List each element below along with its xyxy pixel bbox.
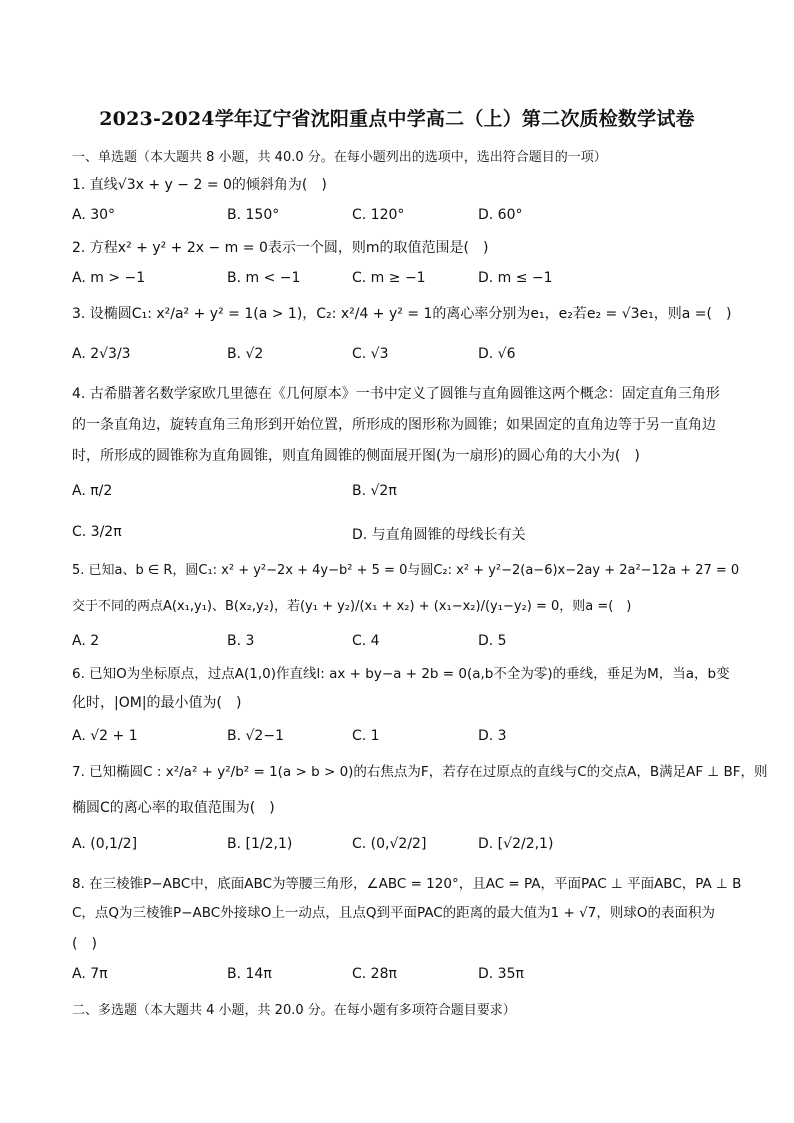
option-b: B. √2π [352,483,397,499]
question-7-stem-line-2: 椭圆C的离心率的取值范围为( ) [72,800,275,816]
question-4-options-row-1 [72,483,724,507]
option-b: B. 3 [227,633,255,649]
option-c: C. 4 [352,633,380,649]
option-c: C. √3 [352,346,389,362]
option-a: A. 7π [72,966,108,982]
question-5-options [72,633,724,657]
option-c: C. 120° [352,207,405,223]
question-5-stem-line-1: 5. 已知a、b ∈ R，圆C₁: x² + y²−2x + 4y−b² + 5 = 0与圆C₂: x² + y²−2(a−6)x−2ay + 2a²−12a + 27 = 0 [72,563,740,578]
option-b: B. [1/2,1) [227,836,293,852]
option-a: A. m > −1 [72,270,146,286]
question-1-options [72,207,724,231]
option-c: C. (0,√2/2] [352,836,427,852]
option-b: B. m < −1 [227,270,301,286]
option-a: A. 2 [72,633,100,649]
option-c: C. 28π [352,966,397,982]
option-d: D. [√2/2,1) [478,836,554,852]
question-7-stem-line-1: 7. 已知椭圆C : x²/a² + y²/b² = 1(a > b > 0)的右焦点为F，若存在过原点的直线与C的交点A，B满足AF ⊥ BF，则 [72,764,768,780]
question-2-options [72,270,724,294]
question-7-options [72,836,724,860]
exam-title: 2023-2024学年辽宁省沈阳重点中学高二（上）第二次质检数学试卷 [99,108,695,130]
section-single-choice-heading: 一、单选题（本大题共 8 小题，共 40.0 分。在每小题列出的选项中，选出符合题目的一项） [72,150,607,165]
question-4-stem-line-3: 时，所形成的圆锥称为直角圆锥，则直角圆锥的侧面展开图(为一扇形)的圆心角的大小为( ) [72,448,640,464]
question-8-stem-line-1: 8. 在三棱锥P−ABC中，底面ABC为等腰三角形，∠ABC = 120°，且AC = PA，平面PAC ⊥ 平面ABC，PA ⊥ B [72,876,742,892]
option-b: B. 150° [227,207,280,223]
option-b: B. √2−1 [227,728,284,744]
question-5-stem-line-2: 交于不同的两点A(x₁,y₁)、B(x₂,y₂)，若(y₁ + y₂)/(x₁ + x₂) + (x₁−x₂)/(y₁−y₂) = 0，则a =( ) [72,599,632,614]
option-a: A. 2√3/3 [72,346,131,362]
option-d: D. 35π [478,966,524,982]
option-d: D. 3 [478,728,507,744]
option-b: B. 14π [227,966,272,982]
question-8-stem-line-3: ( ) [72,936,97,952]
question-1-stem: 1. 直线√3x + y − 2 = 0的倾斜角为( ) [72,177,327,193]
question-2-stem: 2. 方程x² + y² + 2x − m = 0表示一个圆，则m的取值范围是( ) [72,240,489,256]
question-4-stem-line-2: 的一条直角边，旋转直角三角形到开始位置，所形成的图形称为圆锥；如果固定的直角边等于另一直角边 [72,417,716,433]
question-6-stem-line-2: 化时，|OM|的最小值为( ) [72,695,242,711]
option-a: A. π/2 [72,483,113,499]
question-3-stem: 3. 设椭圆C₁: x²/a² + y² = 1(a > 1)，C₂: x²/4 + y² = 1的离心率分别为e₁，e₂若e₂ = √3e₁，则a =( ) [72,306,732,322]
option-d: D. 与直角圆锥的母线长有关 [352,527,526,543]
option-d: D. √6 [478,346,516,362]
option-c: C. 3/2π [72,524,122,540]
option-a: A. (0,1/2] [72,836,138,852]
option-c: C. m ≥ −1 [352,270,426,286]
option-a: A. √2 + 1 [72,728,138,744]
option-b: B. √2 [227,346,264,362]
section-multi-choice-heading: 二、多选题（本大题共 4 小题，共 20.0 分。在每小题有多项符合题目要求） [72,1003,516,1018]
option-d: D. m ≤ −1 [478,270,553,286]
option-d: D. 5 [478,633,507,649]
option-d: D. 60° [478,207,523,223]
option-c: C. 1 [352,728,380,744]
question-4-options-row-2 [72,524,724,548]
question-6-options [72,728,724,752]
question-6-stem-line-1: 6. 已知O为坐标原点，过点A(1,0)作直线l: ax + by−a + 2b = 0(a,b不全为零)的垂线，垂足为M，当a，b变 [72,666,730,682]
question-8-options [72,966,724,990]
option-a: A. 30° [72,207,116,223]
question-8-stem-line-2: C，点Q为三棱锥P−ABC外接球O上一动点，且点Q到平面PAC的距离的最大值为1 + √7，则球O的表面积为 [72,905,715,921]
question-3-options [72,346,724,370]
question-4-stem-line-1: 4. 古希腊著名数学家欧几里德在《几何原本》一书中定义了圆锥与直角圆锥这两个概念：固定直角三角形 [72,386,720,402]
